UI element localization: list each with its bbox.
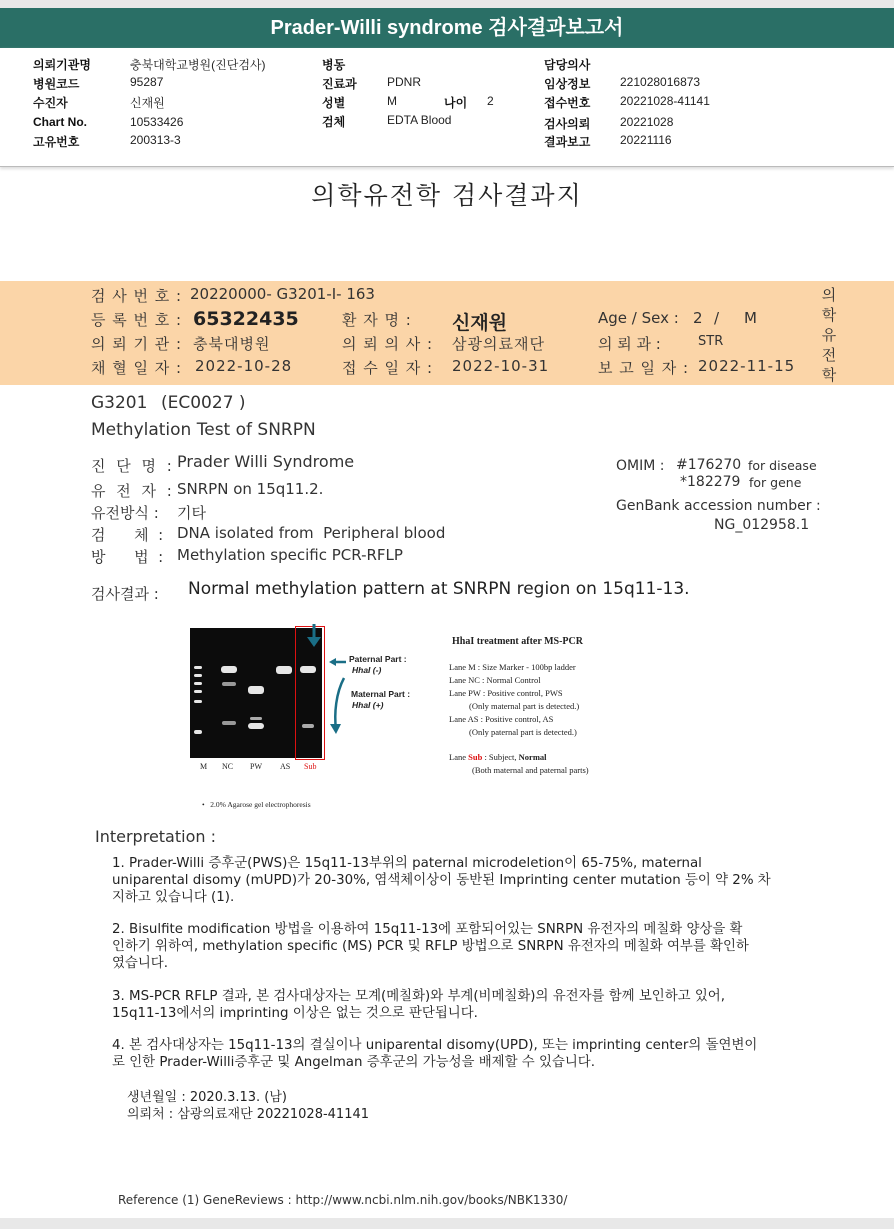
age-value: 2	[693, 309, 704, 327]
receipt-label: 접 수 일 자 :	[342, 359, 434, 377]
interpretation-p3	[112, 988, 725, 1022]
interp-line: 지하고 있습니다 (1).	[112, 890, 235, 905]
report-date-label: 보 고 일 자 :	[598, 359, 690, 377]
method-label: 방 법 :	[91, 548, 164, 566]
result-value: Normal methylation pattern at SNRPN region on 15q11-13.	[188, 579, 690, 599]
meta-label: Chart No.	[33, 115, 87, 129]
meta-label: 병원코드	[33, 77, 80, 91]
meta-label: 수진자	[33, 96, 68, 110]
gel-caption: • 2.0% Agarose gel electrophoresis	[202, 800, 311, 809]
meta-value: 221028016873	[620, 75, 701, 89]
maternal-arrow-head-icon	[330, 724, 341, 734]
omim-gene-note: for gene	[749, 475, 802, 490]
meta-label: 임상정보	[544, 77, 591, 91]
lane-label: NC	[222, 762, 234, 771]
legend-sub-bold: Normal	[518, 752, 547, 762]
legend-line: (Only paternal part is detected.)	[469, 727, 577, 737]
inherit-value: 기타	[177, 504, 206, 522]
paternal-sub: HhaI (-)	[352, 665, 382, 675]
lane-label: AS	[280, 762, 291, 771]
gel-arrows-svg	[300, 618, 360, 748]
maternal-arrow-icon	[335, 678, 344, 730]
diagnosis-label: 진 단 명 :	[91, 457, 175, 475]
interp-line: 4. 본 검사대상자는 15q11-13의 결실이나 uniparental disomy(UPD), 또는 imprinting center의 돌연변이	[112, 1038, 758, 1053]
meta-value: PDNR	[387, 75, 422, 89]
patient-info-band	[0, 281, 894, 385]
meta-value: 신재원	[130, 96, 165, 110]
doctor-value: 삼광의료재단	[452, 335, 545, 353]
meta-value: EDTA Blood	[387, 113, 452, 127]
legend-title: HhaI treatment after MS-PCR	[452, 636, 583, 647]
report-date: 2022-11-15	[698, 357, 796, 375]
legend-line: Lane NC : Normal Control	[449, 675, 541, 685]
inst-value: 충북대병원	[193, 335, 271, 353]
interpretation-title: Interpretation :	[95, 827, 216, 846]
meta-value: 20221028-41141	[620, 94, 710, 108]
paternal-title: Paternal Part :	[349, 654, 407, 664]
side-char: 전	[821, 346, 837, 364]
specimen-label: 검 체 :	[91, 526, 164, 544]
omim-disease: #176270	[676, 457, 742, 473]
age-sex-label: Age / Sex :	[598, 309, 679, 327]
maternal-sub: HhaI (+)	[352, 700, 384, 710]
legend-sub-prefix: Lane	[449, 752, 466, 762]
paternal-arrow-head-icon	[329, 658, 336, 666]
legend-line: (Both maternal and paternal parts)	[472, 765, 589, 775]
dept-label: 의 뢰 과 :	[598, 335, 661, 353]
interp-line: 로 인한 Prader-Willi증후군 및 Angelman 증후군의 가능성을 배제할 수 있습니다.	[112, 1055, 595, 1070]
legend-sub-text: : Subject,	[484, 752, 517, 762]
genbank-label: GenBank accession number :	[616, 498, 821, 514]
sex-value: M	[744, 309, 758, 327]
interp-line: 15q11-13에서의 imprinting 이상은 없는 것으로 판단됩니다.	[112, 1006, 478, 1021]
collect-value: 2022-10-28	[195, 357, 293, 375]
omim-disease-note: for disease	[748, 458, 817, 473]
inst-label: 의 뢰 기 관 :	[91, 335, 183, 353]
genbank-value: NG_012958.1	[714, 517, 810, 533]
diagnosis-value: Prader Willi Syndrome	[177, 452, 355, 471]
meta-value: 20221028	[620, 115, 674, 129]
reference: Reference (1) GeneReviews : http://www.ncbi.nlm.nih.gov/books/NBK1330/	[118, 1193, 568, 1207]
meta-value: M	[387, 94, 397, 108]
meta-value: 2	[487, 94, 494, 108]
test-code-2: (EC0027 )	[161, 393, 246, 413]
side-char: 학	[821, 366, 837, 384]
meta-label: 담당의사	[544, 58, 591, 72]
meta-label: 고유번호	[33, 135, 80, 149]
gene-label: 유 전 자 :	[91, 482, 175, 500]
meta-label: 검체	[322, 115, 346, 129]
legend-subject-line	[449, 752, 547, 762]
test-no: 20220000- G3201-I- 163	[190, 285, 375, 303]
interpretation-p4	[112, 1037, 757, 1071]
interp-line: 인하기 위하여, methylation specific (MS) PCR 및 RFLP 방법으로 SNRPN 유전자의 메칠화 여부를 확인하	[112, 939, 749, 954]
birth-date: 생년월일 : 2020.3.13. (남)	[127, 1090, 288, 1105]
doctor-label: 의 뢰 의 사 :	[342, 335, 434, 353]
legend-line: Lane PW : Positive control, PWS	[449, 688, 563, 698]
meta-label: 결과보고	[544, 135, 591, 149]
report-header-title: Prader-Willi syndrome 검사결과보고서	[0, 0, 894, 48]
legend-line: Lane AS : Positive control, AS	[449, 714, 554, 724]
meta-label: 나이	[444, 96, 468, 110]
patient-label: 환 자 명 :	[342, 311, 412, 329]
inherit-label: 유전방식 :	[91, 504, 159, 522]
metadata-block	[0, 48, 894, 167]
collect-label: 채 혈 일 자 :	[91, 359, 183, 377]
meta-label: 병동	[322, 58, 346, 72]
legend-sub-lane: Sub	[468, 752, 483, 762]
referral: 의뢰처 : 삼광의료재단 20221028-41141	[127, 1107, 370, 1122]
side-char: 유	[821, 326, 837, 344]
side-char: 의	[821, 286, 837, 304]
meta-value: 10533426	[130, 115, 184, 129]
test-code: G3201	[91, 393, 148, 413]
maternal-title: Maternal Part :	[351, 689, 411, 699]
meta-label: 의뢰기관명	[33, 58, 91, 72]
lane-label: Sub	[304, 762, 317, 771]
meta-value: 충북대학교병원(진단검사)	[130, 58, 266, 72]
gene-value: SNRPN on 15q11.2.	[177, 480, 324, 498]
result-label: 검사결과 :	[91, 585, 159, 603]
reg-no-label: 등 록 번 호 :	[91, 311, 183, 329]
lane-label: M	[200, 762, 208, 771]
meta-label: 검사의뢰	[544, 117, 591, 131]
down-arrow-head-icon	[307, 637, 321, 647]
reg-no: 65322435	[193, 308, 299, 330]
specimen-value: DNA isolated from Peripheral blood	[177, 524, 446, 542]
legend-line: (Only maternal part is detected.)	[469, 701, 580, 711]
meta-label: 진료과	[322, 77, 357, 91]
method-value: Methylation specific PCR-RFLP	[177, 546, 403, 564]
meta-label: 성별	[322, 96, 346, 110]
age-sex-sep: /	[714, 309, 721, 327]
test-name: Methylation Test of SNRPN	[91, 420, 316, 440]
meta-label: 접수번호	[544, 96, 591, 110]
patient-name: 신재원	[452, 312, 508, 334]
side-char: 학	[821, 306, 837, 324]
legend-line: Lane M : Size Marker - 100bp ladder	[449, 662, 576, 672]
interp-line: uniparental disomy (mUPD)가 20-30%, 염색체이상이 동반된 Imprinting center mutation 등이 약 2% 차	[112, 873, 771, 888]
interp-line: 3. MS-PCR RFLP 결과, 본 검사대상자는 모계(메칠화)와 부계(비메칠화)의 유전자를 함께 보인하고 있어,	[112, 989, 725, 1004]
meta-value: 200313-3	[130, 133, 181, 147]
interp-line: 1. Prader-Willi 증후군(PWS)은 15q11-13부위의 paternal microdeletion이 65-75%, maternal	[112, 856, 702, 871]
footer-strip	[0, 1218, 894, 1229]
test-no-label: 검 사 번 호 :	[91, 287, 183, 305]
omim-gene: *182279	[680, 474, 741, 490]
dept-value: STR	[698, 334, 724, 349]
interp-line: 2. Bisulfite modification 방법을 이용하여 15q11-13에 포함되어있는 SNRPN 유전자의 메칠화 양상을 확	[112, 922, 743, 937]
interpretation-p2	[112, 921, 749, 972]
interp-line: 였습니다.	[112, 956, 168, 971]
receipt-value: 2022-10-31	[452, 357, 550, 375]
report-title: 의학유전학 검사결과지	[311, 181, 583, 210]
meta-value: 95287	[130, 75, 164, 89]
lane-label: PW	[250, 762, 262, 771]
side-vertical-text	[821, 285, 837, 385]
interpretation-p1	[112, 855, 771, 906]
omim-label: OMIM :	[616, 458, 665, 474]
meta-value: 20221116	[620, 133, 672, 147]
